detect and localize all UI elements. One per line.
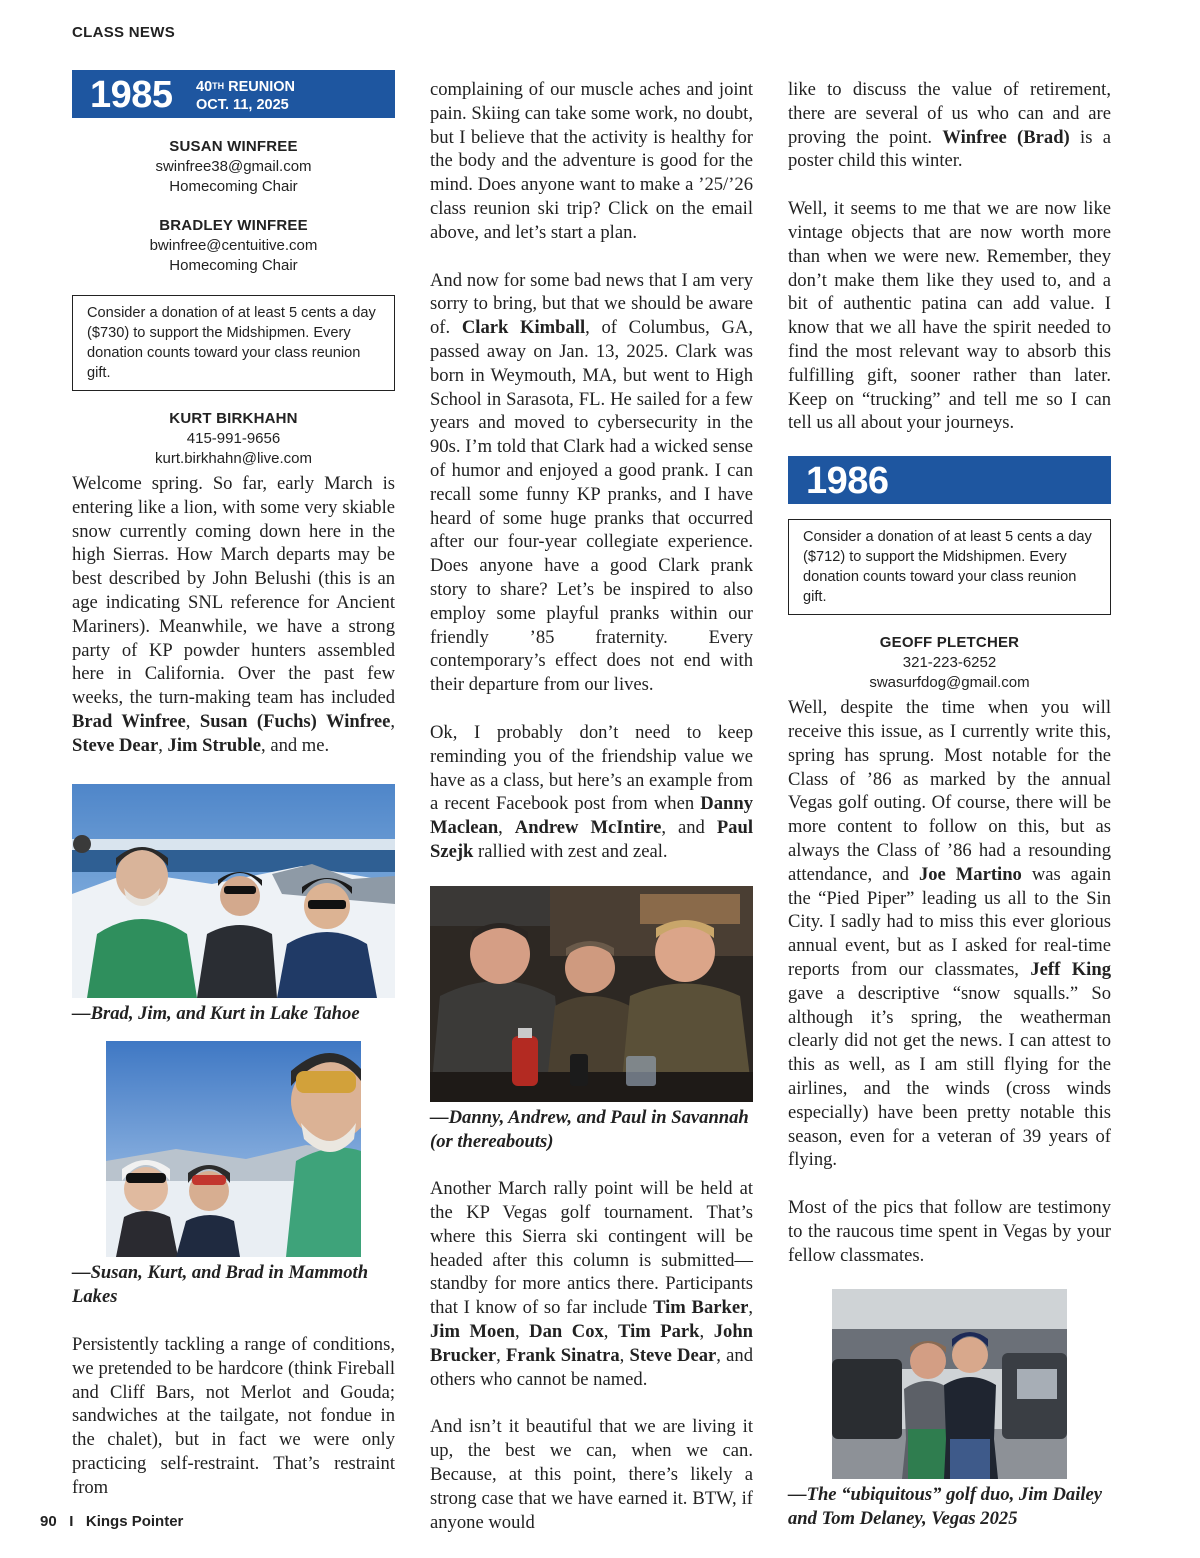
bold-name: Steve Dear	[72, 734, 159, 756]
contact-email[interactable]: swasurfdog@gmail.com	[869, 674, 1030, 692]
text: Well, despite the time when you will receive this issue, as I currently write this, spring has sprung. Most notable for the Class of ’86 as marked by the annual Vegas golf outing. Of course, there will be more content to follow on this, but as always the Class of ’86 had a resounding attendance, and	[788, 697, 1111, 885]
column-3	[788, 78, 1111, 1531]
text: ,	[514, 1321, 530, 1343]
vegas-golf-illustration	[832, 1289, 1067, 1479]
bold-name: Clark Kimball	[461, 317, 586, 339]
paragraph-spring-sprung	[788, 696, 1111, 1172]
bold-name: Tim Park	[618, 1321, 700, 1343]
reunion-word: REUNION	[224, 79, 296, 95]
caption-mammoth-lakes: —Susan, Kurt, and Brad in Mammoth Lakes	[72, 1262, 369, 1308]
page-number: 90	[40, 1513, 57, 1530]
caption-line-1: —The “ubiquitous” golf duo, Jim Dailey	[788, 1484, 1103, 1506]
text: ,	[390, 710, 395, 732]
contact-name: SUSAN WINFREE	[169, 138, 298, 155]
caption-line-1: —Danny, Andrew, and Paul in Savannah	[430, 1106, 749, 1128]
paragraph-vegas-golf	[430, 1177, 753, 1391]
reunion-label	[196, 79, 295, 95]
bold-name: Dan Cox	[529, 1321, 604, 1343]
text: ,	[158, 734, 168, 756]
savannah-illustration	[430, 886, 753, 1102]
contact-geoff-pletcher	[788, 633, 1111, 693]
bold-name: Danny Maclean	[430, 793, 753, 839]
contact-bradley-winfree	[72, 216, 395, 276]
text: ,	[496, 1344, 506, 1366]
contact-name: BRADLEY WINFREE	[159, 217, 308, 234]
contact-role: Homecoming Chair	[169, 178, 298, 195]
class-year: 1985	[90, 74, 173, 116]
bold-name: Jim Moen	[430, 1321, 515, 1343]
text: rallied with zest and zeal.	[473, 840, 668, 862]
bold-name: Paul Szejk	[430, 817, 753, 862]
photo-mammoth-lakes	[106, 1041, 361, 1257]
bold-name: Steve Dear	[629, 1344, 717, 1366]
bold-name: Andrew McIntire	[514, 817, 662, 839]
text: , of Columbus, GA, passed away on Jan. 13, 2025. Clark was born in Weymouth, MA, but went to High School in Sarasota, FL. He sailed for a few years and moved to cybersecurity in the 90s. I’m told that Clark had a wicked sense of humor and enjoyed a good prank. I can recall some funny KP pranks, and I have heard of some huge pranks that occurred after our four-year collegiate experience. Does anyone have a good Clark prank story to share? Let’s be inspired to also employ some playful pranks within our friendly ’85 fraternity. Every contemporary’s effect does not end with their departure from our lives.	[430, 317, 753, 696]
paragraph-retirement	[788, 78, 1111, 173]
paragraph-vintage: Well, it seems to me that we are now like vintage objects that are now worth more than when we were new. Remember, they don’t make them like they used to, and a bit of authentic patina can add value. I know that we all have the spirit needed to find the most relevant way to absorb this fulfilling gift, sooner rather than later. Keep on “trucking” and tell me so I can tell us all about your journeys.	[788, 198, 1111, 434]
paragraph-bad-news	[430, 269, 753, 697]
text: Another March rally point will be held at the KP Vegas golf tournament. That’s where this Sierra ski contingent will be headed after this column is submitted—standby for more antics there. Participants that I know of so far include	[430, 1178, 753, 1319]
bold-name: Joe Martino	[918, 863, 1022, 885]
contact-email[interactable]: bwinfree@centuitive.com	[149, 237, 318, 254]
caption-lake-tahoe: —Brad, Jim, and Kurt in Lake Tahoe	[72, 1002, 360, 1024]
bold-name: Tim Barker	[653, 1297, 749, 1319]
text: ,	[699, 1321, 714, 1343]
section-header: CLASS NEWS	[72, 24, 176, 41]
caption-savannah	[430, 1106, 753, 1154]
text: , and	[661, 817, 717, 839]
bold-name: Jim Struble	[167, 734, 262, 756]
column-2	[430, 78, 753, 1534]
bold-name: Frank Sinatra	[505, 1344, 620, 1366]
lake-tahoe-illustration	[72, 784, 395, 998]
reunion-date: OCT. 11, 2025	[196, 97, 289, 113]
text: ,	[619, 1344, 630, 1366]
contact-phone: 415-991-9656	[186, 430, 281, 447]
paragraph-complaining: complaining of our muscle aches and joint pain. Skiing can take some work, no doubt, but I believe that the activity is healthy for the body and the adventure is good for the mind. Does anyone want to make a ’25/’26 class reunion ski trip? Click on the email above, and let’s start a plan.	[430, 79, 753, 243]
contact-name: GEOFF PLETCHER	[879, 634, 1020, 652]
contact-name: KURT BIRKHAHN	[169, 410, 298, 427]
text: Ok, I probably don’t need to keep reminding you of the friendship value we have as a class, but here’s an example from a recent Facebook post from when	[430, 721, 753, 815]
contact-susan-winfree	[72, 137, 395, 197]
caption-line-2: and Tom Delaney, Vegas 2025	[788, 1508, 1018, 1530]
contact-email[interactable]: swinfree38@gmail.com	[155, 158, 312, 175]
contact-email[interactable]: kurt.birkhahn@live.com	[155, 450, 312, 467]
text: , and me.	[261, 734, 330, 756]
reunion-number: 40	[196, 79, 213, 95]
column-1	[72, 70, 395, 1500]
contact-kurt-birkhahn	[72, 409, 395, 469]
bold-name: Susan (Fuchs) Winfree	[199, 710, 391, 732]
text: is a poster child this winter.	[788, 126, 1112, 172]
text: ,	[603, 1321, 618, 1343]
reunion-suffix: TH	[212, 81, 225, 91]
class-1986-banner	[788, 456, 1111, 504]
photo-savannah	[430, 886, 753, 1102]
paragraph-welcome-spring	[72, 472, 395, 758]
text: ,	[185, 710, 200, 732]
class-1985-banner	[72, 70, 395, 118]
bold-name: Brad Winfree	[72, 710, 186, 732]
photo-vegas-golf	[832, 1289, 1067, 1479]
paragraph-beautiful: And isn’t it beautiful that we are living it up, the best we can, when we can. Because, at this point, there’s likely a strong case that we have earned it. BTW, if anyone would	[430, 1416, 753, 1533]
bold-name: John Brucker	[430, 1321, 754, 1366]
text: gave a descriptive “snow squalls.” So although it’s spring, the weatherman clearly did not get the news. I can attest to this as well, as I am still flying for the airlines, and the winds (cross winds especially) have been pretty notable this season, even for a veteran of 39 years of flying.	[788, 982, 1111, 1171]
mammoth-lakes-illustration	[106, 1041, 361, 1257]
paragraph-friendship	[430, 721, 753, 864]
text: ,	[498, 817, 515, 839]
footer-separator: I	[69, 1513, 74, 1530]
contact-phone: 321-223-6252	[902, 654, 997, 672]
contact-role: Homecoming Chair	[169, 257, 298, 274]
bold-name: Winfree (Brad)	[942, 126, 1070, 148]
text: was again the “Pied Piper” leading us all to the Sin City. I sadly had to miss this ever glorious annual event, but as I asked for real-time reports from our classmates,	[788, 863, 1111, 980]
paragraph-pics-follow: Most of the pics that follow are testimony to the raucous time spent in Vegas by your fellow classmates.	[788, 1197, 1111, 1266]
publication-name: Kings Pointer	[85, 1513, 184, 1530]
caption-vegas-golf	[788, 1483, 1111, 1531]
text: Welcome spring. So far, early March is entering like a lion, with some very skiable snow currently coming down here in the high Sierras. How March departs may be best described by John Belushi (this is an age indicating SNL reference for Ancient Mariners). Meanwhile, we have a strong party of KP powder hunters assembled here in California. Over the past few weeks, the turn-making team has included	[72, 473, 395, 709]
text: And now for some bad news that I am very sorry to bring, but that we should be aware of.	[430, 269, 753, 339]
caption-line-2: (or thereabouts)	[430, 1130, 554, 1152]
page-footer	[40, 1513, 183, 1530]
paragraph-persistently: Persistently tackling a range of conditions, we pretended to be hardcore (think Fireball and Cliff Bars, not Merlot and Gouda; sandwiches at the tailgate, not fondue in the chalet), but in fact we were only practicing self-restraint. That’s restraint from	[72, 1333, 395, 1498]
text: ,	[748, 1297, 753, 1319]
donation-box-1985: Consider a donation of at least 5 cents a day ($730) to support the Midshipmen. Every donation counts toward your class reunion gift.	[72, 295, 395, 391]
bold-name: Jeff King	[1030, 958, 1111, 980]
text: , and others who cannot be named.	[430, 1344, 753, 1390]
donation-box-1986: Consider a donation of at least 5 cents a day ($712) to support the Midshipmen. Every donation counts toward your class reunion gift.	[788, 519, 1111, 615]
class-year: 1986	[806, 460, 889, 503]
text: like to discuss the value of retirement, there are several of us who can and are proving the point.	[788, 79, 1111, 148]
photo-lake-tahoe	[72, 784, 395, 998]
